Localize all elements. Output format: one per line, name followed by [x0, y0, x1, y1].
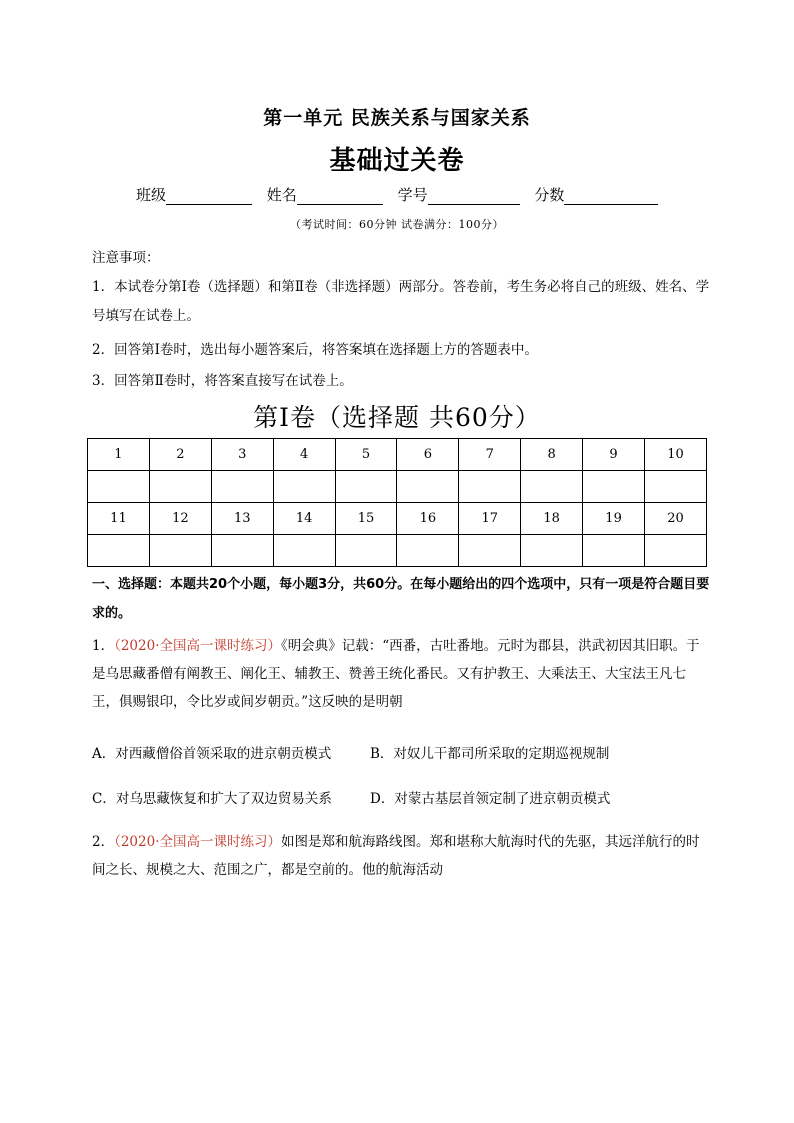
volume-title: 第Ⅰ卷（选择题 共60分） [253, 403, 541, 432]
score-blank[interactable] [564, 188, 658, 205]
exam-time-note: （考试时间：60分钟 试卷满分：100分） [290, 218, 504, 231]
answer-number-cell: 1 [88, 439, 150, 471]
name-blank[interactable] [297, 188, 383, 205]
notes-heading [92, 244, 712, 273]
option-a[interactable]: A．对西藏僧俗首领采取的进京朝贡模式 [92, 746, 332, 762]
answer-blank-cell[interactable] [397, 535, 459, 567]
answer-number-cell: 11 [88, 503, 150, 535]
option-d[interactable]: D．对蒙古基层首领定制了进京朝贡模式 [370, 791, 611, 807]
answer-number-cell: 2 [149, 439, 211, 471]
student-id-label: 学号 [397, 186, 428, 204]
answer-blank-cell[interactable] [335, 471, 397, 503]
class-label: 班级 [136, 186, 167, 204]
answer-blank-cell[interactable] [211, 535, 273, 567]
answer-number-cell: 12 [149, 503, 211, 535]
name-label: 姓名 [266, 186, 297, 204]
answer-number-cell: 17 [459, 503, 521, 535]
notes-title: 注意事项： [92, 250, 160, 266]
option-c[interactable]: C．对乌思藏恢复和扩大了双边贸易关系 [92, 791, 332, 807]
answer-number-row [88, 503, 707, 535]
answer-blank-cell[interactable] [645, 535, 707, 567]
answer-blank-row [88, 535, 707, 567]
option-b[interactable]: B．对奴儿干都司所采取的定期巡视规制 [370, 746, 610, 762]
question-source: （2020·全国高一课时练习） [114, 638, 281, 654]
class-blank[interactable] [166, 188, 252, 205]
notes-item-3 [92, 367, 712, 396]
answer-number-cell: 18 [521, 503, 583, 535]
paper-title: 基础过关卷 [329, 146, 465, 176]
question-2 [92, 828, 712, 884]
answer-blank-cell[interactable] [88, 535, 150, 567]
notes-item-text: 3．回答第Ⅱ卷时，将答案直接写在试卷上。 [92, 373, 353, 389]
answer-blank-cell[interactable] [273, 535, 335, 567]
unit-title: 第一单元 民族关系与国家关系 [263, 107, 531, 129]
answer-number-cell: 9 [583, 439, 645, 471]
answer-number-cell: 14 [273, 503, 335, 535]
question-text: 《明会典》记载：“西番，古吐番地。元时为郡县，洪武初因其旧职。于是乌思藏番僧有阐教王、阐化王、辅教王、赞善王统化番民。又有护教王、大乘法王、大宝法王凡七王，俱赐银印，令比岁或间岁朝贡。”这反映的是明朝 [92, 638, 700, 710]
answer-blank-cell[interactable] [335, 535, 397, 567]
question-number: 1． [92, 638, 115, 654]
notes-item-2 [92, 336, 712, 365]
answer-number-cell: 13 [211, 503, 273, 535]
answer-blank-cell[interactable] [397, 471, 459, 503]
student-id-blank[interactable] [428, 188, 520, 205]
answer-blank-cell[interactable] [149, 471, 211, 503]
answer-number-cell: 16 [397, 503, 459, 535]
answer-blank-cell[interactable] [583, 535, 645, 567]
student-info-row [136, 184, 696, 205]
answer-number-row [88, 439, 707, 471]
notes-item-text: 2．回答第Ⅰ卷时，选出每小题答案后，将答案填在选择题上方的答题表中。 [92, 342, 538, 358]
notes-item-text: 1．本试卷分第Ⅰ卷（选择题）和第Ⅱ卷（非选择题）两部分。答卷前，考生务必将自己的班级、姓名、学号填写在试卷上。 [92, 279, 710, 324]
question-source: （2020·全国高一课时练习） [114, 834, 281, 850]
answer-number-cell: 15 [335, 503, 397, 535]
answer-number-cell: 4 [273, 439, 335, 471]
answer-number-cell: 8 [521, 439, 583, 471]
notes-item-1 [92, 273, 712, 331]
answer-number-cell: 20 [645, 503, 707, 535]
question-text: 如图是郑和航海路线图。郑和堪称大航海时代的先驱，其远洋航行的时间之长、规模之大、范围之广，都是空前的。他的航海活动 [92, 834, 700, 878]
score-label: 分数 [534, 186, 565, 204]
answer-number-cell: 6 [397, 439, 459, 471]
answer-blank-cell[interactable] [273, 471, 335, 503]
question-1 [92, 632, 712, 716]
answer-blank-row [88, 471, 707, 503]
answer-blank-cell[interactable] [211, 471, 273, 503]
answer-blank-cell[interactable] [459, 471, 521, 503]
answer-blank-cell[interactable] [521, 471, 583, 503]
answer-number-cell: 5 [335, 439, 397, 471]
section-heading: 一、选择题：本题共20个小题，每小题3分，共60分。在每小题给出的四个选项中，只有一项是符合题目要求的。 [92, 577, 710, 621]
answer-number-cell: 10 [645, 439, 707, 471]
answer-blank-cell[interactable] [521, 535, 583, 567]
answer-blank-cell[interactable] [645, 471, 707, 503]
answer-number-cell: 3 [211, 439, 273, 471]
answer-table [87, 438, 707, 567]
answer-blank-cell[interactable] [149, 535, 211, 567]
answer-number-cell: 19 [583, 503, 645, 535]
question-number: 2． [92, 834, 115, 850]
answer-blank-cell[interactable] [88, 471, 150, 503]
answer-blank-cell[interactable] [459, 535, 521, 567]
answer-number-cell: 7 [459, 439, 521, 471]
answer-blank-cell[interactable] [583, 471, 645, 503]
